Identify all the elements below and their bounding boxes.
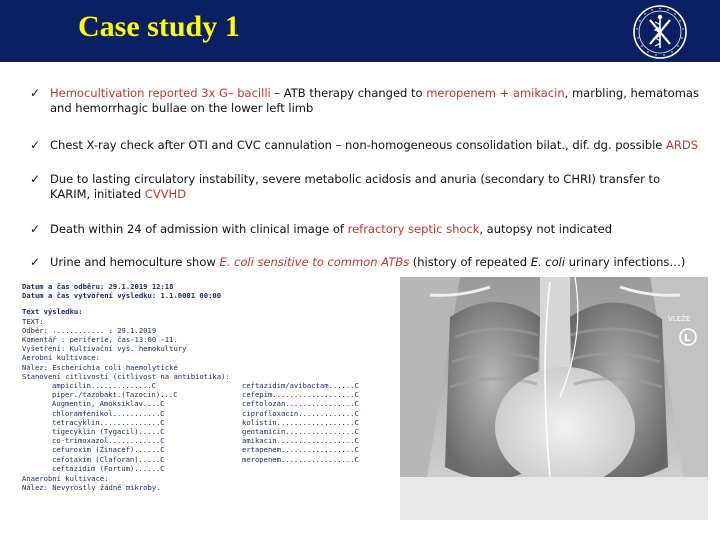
report-line: Komentář : periferie, čas-13:00 -11. (22, 335, 178, 345)
bullet-item (30, 222, 720, 237)
bullet-text: , marbling, hematomas and hemorrhagic bullae on the lower left limb (50, 86, 699, 115)
drug-item: cefotaxim (Claforan).....C (52, 454, 165, 464)
report-line: Vyšetření: Kultivační vyš. hemokultury (22, 344, 187, 354)
report-line: Aerobní kultivace: (22, 353, 100, 363)
checkmark-icon: ✓ (30, 222, 41, 236)
bullet-text: Death within 24 of admission with clinical image of (50, 222, 348, 236)
bullet-text: E. coli (530, 255, 566, 269)
bullet-text: meropenem + amikacin (426, 86, 565, 100)
bullet-text: CVVHD (144, 187, 187, 201)
drug-item: ertapenem.................C (242, 445, 359, 455)
checkmark-icon: ✓ (30, 86, 41, 100)
bullet-text: urinary infections…) (565, 255, 686, 269)
bullet-text: refractory septic shock (347, 222, 480, 236)
report-sample-date: Datum a čas odběru: 29.1.2019 12:18 (22, 282, 174, 291)
university-seal-icon (632, 4, 688, 60)
bullet-text: ARDS (666, 138, 699, 152)
report-footer: Nález: Nevyrostly žádné mikroby. (22, 483, 161, 493)
drug-item: ceftazidim (Fortum)......C (52, 463, 165, 473)
report-result-date: Datum a čas vytvoření výsledku: 1.1.0001 00:00 (22, 291, 222, 301)
xray-marker-label: VLEŽE (668, 315, 691, 323)
report-line: Odběr: ............ : 29.1.2019 (22, 325, 157, 335)
drug-item: piper./tazobakt.(Tazocin)...C (52, 390, 178, 400)
checkmark-icon: ✓ (30, 172, 41, 186)
drug-item: chloramfenikol...........C (52, 408, 165, 418)
drug-column-right (242, 381, 359, 464)
drug-item: amikacin..................C (242, 436, 359, 446)
drug-item: co-trimoxazol............C (52, 436, 165, 446)
bullet-item (30, 255, 720, 270)
drug-table (22, 381, 402, 474)
bullet-text: (history of repeated (409, 255, 531, 269)
bullet-text: Urine and hemoculture show (50, 255, 220, 269)
lab-report-scan (22, 282, 402, 514)
bullet-item (30, 138, 720, 153)
drug-item: meropenem.................C (242, 454, 359, 464)
drug-item: tetracyklin..............C (52, 417, 165, 427)
bullet-item (30, 172, 700, 202)
page-title: Case study 1 (78, 10, 240, 43)
drug-item: ceftazidim/avibactam......C (242, 381, 359, 391)
report-line: Nález: Escherichia coli haemolytické (22, 362, 178, 372)
bullet-text: Due to lasting circulatory instability, severe metabolic acidosis and anuria (secondary to CHRI) transfer to KARIM, initiated (50, 172, 661, 201)
report-line: Stanovení citlivosti (citlivost na antibiotika): (22, 371, 230, 381)
chest-xray-image (400, 277, 708, 520)
drug-column-left (52, 381, 178, 473)
drug-item: ciprofloxacin.............C (242, 408, 359, 418)
drug-item: cefepim...................C (242, 390, 359, 400)
checkmark-icon: ✓ (30, 138, 41, 152)
drug-item: kolistin..................C (242, 417, 359, 427)
drug-item: Augmentin, Amoksiklav....C (52, 399, 165, 409)
bullet-text: – ATB therapy changed to (270, 86, 427, 100)
bullet-text: Hemocultivation reported 3x G– bacilli (50, 86, 271, 100)
bullet-text: , autopsy not indicated (479, 222, 613, 236)
drug-item: gentamicin................C (242, 427, 359, 437)
drug-item: cefuroxim (Zinacef)......C (52, 445, 165, 455)
drug-item: ampicilin..............C (52, 381, 156, 391)
header-bar (0, 0, 720, 62)
bullet-text: Chest X-ray check after OTI and CVC cannulation – non-homogeneous consolidation bilat., dif. dg. possible (50, 138, 667, 152)
bullet-item (30, 86, 700, 116)
checkmark-icon: ✓ (30, 255, 41, 269)
report-line: TEXT: (22, 316, 44, 326)
report-footer: Anaerobní kultivace: (22, 474, 109, 484)
drug-item: tigecyklin (Tygacil).....C (52, 427, 165, 437)
xray-side-marker: L (684, 333, 691, 344)
drug-item: ceftolozan................C (242, 399, 359, 409)
bullet-text: E. coli sensitive to common ATBs (219, 255, 410, 269)
report-header: Text výsledku: (22, 307, 83, 317)
